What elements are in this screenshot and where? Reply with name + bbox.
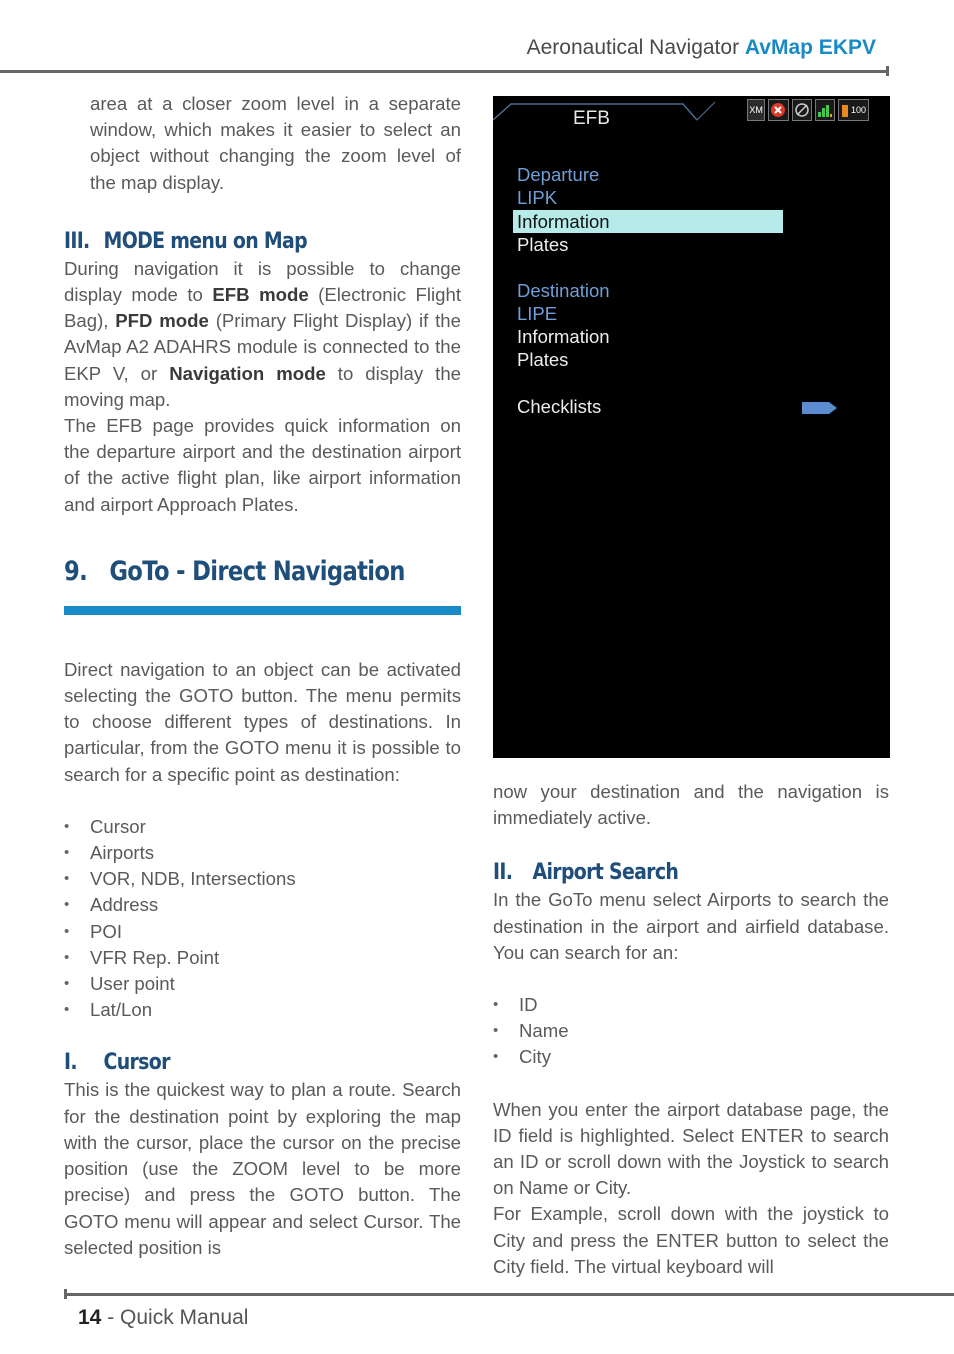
chapter-heading xyxy=(64,555,405,588)
chapter-underline-bar xyxy=(64,606,461,615)
departure-information-item[interactable]: Information xyxy=(513,210,783,233)
chapter-number: 9. xyxy=(64,555,88,587)
close-red-icon xyxy=(768,99,788,121)
list-item: • User point xyxy=(64,971,461,997)
efb-device-screenshot xyxy=(493,96,890,758)
cursor-section-title: Cursor xyxy=(103,1050,170,1076)
list-item: • Name xyxy=(493,1018,889,1044)
cursor-section-number: I. xyxy=(64,1050,77,1076)
airport-paragraph-3: For Example, scroll down with the joystick to City and press the ENTER button to select the City field. The virtual keyboard will xyxy=(493,1203,889,1277)
airport-paragraph-2: When you enter the airport database page, the ID field is highlighted. Select ENTER to search an ID or scroll down with the Joystick to search on Name or City. xyxy=(493,1098,889,1199)
list-item: • POI xyxy=(64,919,461,945)
mode-paragraph-1: During navigation it is possible to change display mode to EFB mode (Electronic Flight Bag), PFD mode (Primary Flight Display) if the AvMap A2 ADAHRS module is connected to the EKP V, or Navigation mode to display the moving map. xyxy=(64,257,461,410)
gps-satellite-icon xyxy=(792,99,812,121)
list-item: • VOR, NDB, Intersections xyxy=(64,866,461,892)
list-item: • Airports xyxy=(64,840,461,866)
header-brand: AvMap EKPV xyxy=(744,36,876,59)
efb-mode-term: EFB mode xyxy=(212,284,309,306)
mode-section-number: III. xyxy=(64,228,90,254)
header-rule xyxy=(0,70,888,73)
efb-title: EFB xyxy=(573,108,610,129)
destination-plates-item[interactable]: Plates xyxy=(517,349,569,370)
footer-label: - Quick Manual xyxy=(101,1306,249,1329)
list-item: • Cursor xyxy=(64,814,461,840)
header-title: Aeronautical Navigator xyxy=(526,36,740,59)
airport-section-heading xyxy=(493,859,834,887)
list-item: • ID xyxy=(493,992,889,1018)
list-item: • Address xyxy=(64,892,461,918)
xm-icon: XM xyxy=(747,99,765,121)
destination-types-list xyxy=(64,814,461,1024)
page-footer xyxy=(78,1306,248,1330)
continuation-paragraph: now your destination and the navigation is immediately active. xyxy=(493,781,889,829)
checklists-arrow-icon[interactable] xyxy=(801,401,839,415)
navigation-mode-term: Navigation mode xyxy=(169,362,326,384)
mode-section-title: MODE menu on Map xyxy=(103,228,307,254)
list-item: • Lat/Lon xyxy=(64,997,461,1023)
signal-bars-icon xyxy=(815,99,835,121)
mode-paragraph-2: The EFB page provides quick information on the departure airport and the destination airport of the active flight plan, like airport information and airport Approach Plates. xyxy=(64,415,461,515)
departure-id[interactable]: LIPK xyxy=(517,187,558,208)
search-fields-list xyxy=(493,992,889,1071)
mode-section-heading xyxy=(64,228,405,256)
list-item: • City xyxy=(493,1044,889,1070)
right-column xyxy=(493,779,889,1280)
checklists-item[interactable]: Checklists xyxy=(517,396,602,417)
departure-header: Departure xyxy=(517,164,600,185)
cursor-section-heading xyxy=(64,1049,405,1077)
destination-id[interactable]: LIPE xyxy=(517,303,558,324)
pfd-mode-term: PFD mode xyxy=(115,310,209,332)
chapter-intro-paragraph: Direct navigation to an object can be activated selecting the GOTO button. The menu permits to choose different types of destinations. In particular, from the GOTO menu it is possible to search for a specific point as destination: xyxy=(64,658,461,785)
page-header xyxy=(527,36,876,60)
footer-rule-tick xyxy=(64,1289,67,1299)
destination-information-item[interactable]: Information xyxy=(517,326,610,347)
list-item: • VFR Rep. Point xyxy=(64,945,461,971)
airport-section-title: Airport Search xyxy=(532,860,679,886)
airport-paragraph-1: In the GoTo menu select Airports to search the destination in the airport and airfield database. You can search for an: xyxy=(493,889,889,963)
departure-plates-item[interactable]: Plates xyxy=(517,234,569,255)
footer-rule xyxy=(64,1293,954,1296)
cursor-paragraph: This is the quickest way to plan a route. Search for the destination point by exploring the map with the cursor, place the cursor on the precise position (use the ZOOM level to be more precise) and press the GOTO button. The GOTO menu will appear and select Cursor. The selected position is xyxy=(64,1079,461,1258)
battery-100-icon: 100 xyxy=(838,99,869,121)
airport-section-number: II. xyxy=(493,860,513,886)
intro-paragraph: area at a closer zoom level in a separate window, which makes it easier to select an object without changing the zoom level of the map display. xyxy=(90,93,461,193)
destination-header: Destination xyxy=(517,280,610,301)
efb-status-bar xyxy=(747,98,869,122)
header-rule-tick xyxy=(886,66,889,76)
page-number: 14 xyxy=(78,1306,102,1329)
left-column xyxy=(64,91,461,1261)
chapter-title: GoTo - Direct Navigation xyxy=(109,555,405,587)
